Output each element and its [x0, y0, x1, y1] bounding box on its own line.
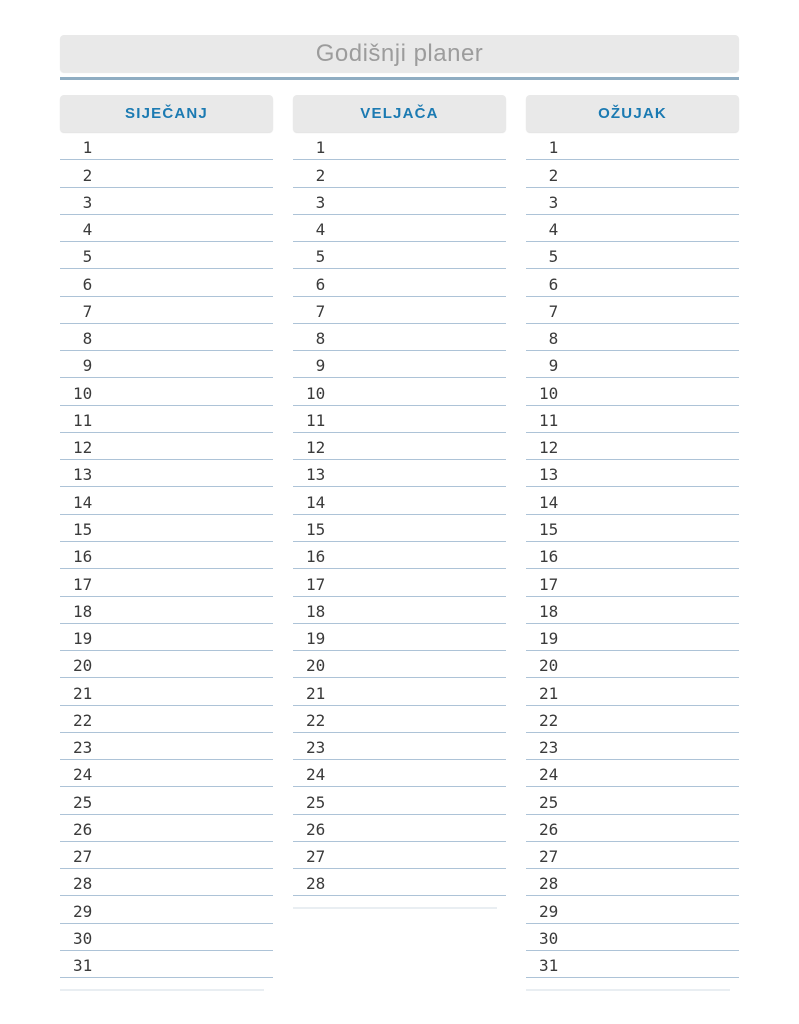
day-number-label: 1 [315, 138, 326, 158]
day-row[interactable] [293, 678, 506, 705]
day-row[interactable] [526, 324, 739, 351]
day-number-label: 24 [539, 765, 559, 785]
day-row[interactable] [526, 869, 739, 896]
day-row[interactable] [526, 842, 739, 869]
day-number-label: 17 [306, 574, 326, 594]
day-number-label: 23 [73, 738, 93, 758]
day-row[interactable] [60, 188, 273, 215]
day-row[interactable] [293, 597, 506, 624]
day-row[interactable] [60, 569, 273, 596]
day-number-label: 22 [73, 710, 93, 730]
month-column-2 [293, 95, 506, 991]
column-ghost-line [293, 907, 497, 909]
day-number-label: 27 [73, 847, 93, 867]
day-number-label: 15 [73, 519, 93, 539]
day-number-label: 14 [539, 492, 559, 512]
day-number-label: 11 [73, 410, 93, 430]
day-row[interactable] [526, 896, 739, 923]
day-number-label: 21 [73, 683, 93, 703]
day-row[interactable] [526, 487, 739, 514]
day-row[interactable] [60, 215, 273, 242]
day-row[interactable] [293, 706, 506, 733]
day-row[interactable] [60, 378, 273, 405]
day-row[interactable] [526, 542, 739, 569]
day-row[interactable] [60, 433, 273, 460]
day-number-label: 7 [315, 301, 326, 321]
day-row[interactable] [60, 760, 273, 787]
day-number-label: 2 [548, 165, 559, 185]
day-row[interactable] [60, 406, 273, 433]
day-row[interactable] [526, 460, 739, 487]
day-row[interactable] [293, 242, 506, 269]
day-number-label: 12 [73, 438, 93, 458]
day-number-label: 5 [548, 247, 559, 267]
day-number-label: 8 [548, 329, 559, 349]
day-row[interactable] [293, 433, 506, 460]
day-row[interactable] [526, 624, 739, 651]
day-row[interactable] [293, 324, 506, 351]
day-list [526, 133, 739, 991]
day-row[interactable] [526, 706, 739, 733]
day-row[interactable] [293, 842, 506, 869]
day-number-label: 28 [539, 874, 559, 894]
day-row[interactable] [526, 569, 739, 596]
day-number-label: 20 [73, 656, 93, 676]
day-number-label: 5 [315, 247, 326, 267]
day-row[interactable] [293, 569, 506, 596]
day-number-label: 16 [539, 547, 559, 567]
day-row[interactable] [60, 951, 273, 978]
day-row[interactable] [526, 215, 739, 242]
day-number-label: 22 [306, 710, 326, 730]
day-row[interactable] [526, 678, 739, 705]
day-number-label: 4 [82, 220, 93, 240]
day-number-label: 13 [539, 465, 559, 485]
day-list [293, 133, 506, 909]
column-ghost-line [526, 989, 730, 991]
day-row[interactable] [60, 133, 273, 160]
day-row[interactable] [293, 160, 506, 187]
day-number-label: 28 [306, 874, 326, 894]
day-row[interactable] [293, 215, 506, 242]
day-row[interactable] [293, 487, 506, 514]
day-row[interactable] [60, 678, 273, 705]
day-row[interactable] [293, 815, 506, 842]
day-row[interactable] [293, 733, 506, 760]
day-row[interactable] [293, 378, 506, 405]
day-number-label: 17 [73, 574, 93, 594]
day-row[interactable] [293, 624, 506, 651]
day-number-label: 3 [82, 192, 93, 212]
day-number-label: 19 [539, 629, 559, 649]
month-header [293, 95, 506, 132]
planner-title [60, 35, 739, 72]
day-row[interactable] [293, 869, 506, 896]
day-number-label: 10 [73, 383, 93, 403]
day-list [60, 133, 273, 991]
day-row[interactable] [293, 515, 506, 542]
day-number-label: 18 [539, 601, 559, 621]
day-number-label: 1 [548, 138, 559, 158]
day-row[interactable] [526, 133, 739, 160]
day-row[interactable] [526, 515, 739, 542]
day-number-label: 10 [539, 383, 559, 403]
day-number-label: 18 [306, 601, 326, 621]
day-number-label: 10 [306, 383, 326, 403]
day-row[interactable] [293, 406, 506, 433]
day-number-label: 25 [306, 792, 326, 812]
month-header-label: SIJEČANJ [125, 104, 208, 122]
day-number-label: 22 [539, 710, 559, 730]
day-row[interactable] [60, 924, 273, 951]
day-row[interactable] [293, 351, 506, 378]
day-number-label: 8 [82, 329, 93, 349]
day-row[interactable] [526, 433, 739, 460]
day-row[interactable] [293, 297, 506, 324]
day-row[interactable] [60, 869, 273, 896]
day-number-label: 29 [539, 901, 559, 921]
month-column-3 [526, 95, 739, 991]
header-divider [60, 77, 739, 80]
day-row[interactable] [526, 815, 739, 842]
day-number-label: 9 [82, 356, 93, 376]
day-row[interactable] [293, 542, 506, 569]
planner-title-label: Godišnji planer [315, 39, 484, 67]
day-row[interactable] [526, 160, 739, 187]
day-number-label: 9 [315, 356, 326, 376]
day-number-label: 24 [306, 765, 326, 785]
day-row[interactable] [526, 787, 739, 814]
day-number-label: 6 [548, 274, 559, 294]
day-row[interactable] [60, 815, 273, 842]
day-number-label: 29 [73, 901, 93, 921]
day-row[interactable] [60, 542, 273, 569]
day-row[interactable] [60, 706, 273, 733]
day-number-label: 9 [548, 356, 559, 376]
day-number-label: 16 [73, 547, 93, 567]
day-number-label: 21 [539, 683, 559, 703]
day-row[interactable] [526, 188, 739, 215]
day-number-label: 6 [315, 274, 326, 294]
day-number-label: 17 [539, 574, 559, 594]
day-row[interactable] [526, 297, 739, 324]
month-header [60, 95, 273, 132]
day-number-label: 27 [539, 847, 559, 867]
day-number-label: 5 [82, 247, 93, 267]
day-row[interactable] [60, 487, 273, 514]
day-row[interactable] [526, 242, 739, 269]
day-number-label: 24 [73, 765, 93, 785]
day-number-label: 13 [306, 465, 326, 485]
day-number-label: 16 [306, 547, 326, 567]
day-number-label: 19 [73, 629, 93, 649]
day-number-label: 2 [82, 165, 93, 185]
months-grid [60, 95, 739, 991]
day-number-label: 23 [306, 738, 326, 758]
month-header-label: OŽUJAK [598, 104, 667, 122]
day-number-label: 20 [306, 656, 326, 676]
day-number-label: 28 [73, 874, 93, 894]
day-row[interactable] [526, 924, 739, 951]
day-number-label: 25 [539, 792, 559, 812]
column-ghost-line [60, 989, 264, 991]
day-number-label: 18 [73, 601, 93, 621]
day-number-label: 15 [306, 519, 326, 539]
day-row[interactable] [526, 351, 739, 378]
day-number-label: 26 [73, 819, 93, 839]
day-row[interactable] [293, 269, 506, 296]
day-number-label: 30 [73, 928, 93, 948]
day-row[interactable] [526, 406, 739, 433]
month-header-label: VELJAČA [360, 104, 439, 122]
day-row[interactable] [60, 324, 273, 351]
day-row[interactable] [60, 515, 273, 542]
day-number-label: 25 [73, 792, 93, 812]
day-number-label: 7 [548, 301, 559, 321]
day-row[interactable] [60, 297, 273, 324]
day-number-label: 2 [315, 165, 326, 185]
day-number-label: 26 [539, 819, 559, 839]
planner-page [60, 0, 739, 991]
day-number-label: 8 [315, 329, 326, 349]
day-row[interactable] [60, 242, 273, 269]
day-number-label: 4 [315, 220, 326, 240]
day-number-label: 1 [82, 138, 93, 158]
day-number-label: 12 [306, 438, 326, 458]
day-row[interactable] [60, 269, 273, 296]
day-number-label: 27 [306, 847, 326, 867]
day-number-label: 20 [539, 656, 559, 676]
day-number-label: 7 [82, 301, 93, 321]
day-number-label: 26 [306, 819, 326, 839]
month-column-1 [60, 95, 273, 991]
day-number-label: 3 [548, 192, 559, 212]
day-number-label: 13 [73, 465, 93, 485]
day-row[interactable] [60, 651, 273, 678]
day-number-label: 14 [73, 492, 93, 512]
day-number-label: 30 [539, 928, 559, 948]
day-row[interactable] [60, 351, 273, 378]
day-row[interactable] [293, 188, 506, 215]
day-row[interactable] [60, 787, 273, 814]
day-row[interactable] [60, 624, 273, 651]
day-row[interactable] [60, 896, 273, 923]
day-row[interactable] [526, 269, 739, 296]
day-row[interactable] [60, 160, 273, 187]
day-number-label: 4 [548, 220, 559, 240]
day-row[interactable] [526, 951, 739, 978]
day-number-label: 15 [539, 519, 559, 539]
day-number-label: 3 [315, 192, 326, 212]
day-row[interactable] [293, 651, 506, 678]
day-row[interactable] [526, 597, 739, 624]
day-row[interactable] [293, 760, 506, 787]
month-header [526, 95, 739, 132]
day-row[interactable] [293, 133, 506, 160]
day-row[interactable] [526, 651, 739, 678]
day-number-label: 12 [539, 438, 559, 458]
day-row[interactable] [293, 787, 506, 814]
day-row[interactable] [526, 760, 739, 787]
day-row[interactable] [293, 460, 506, 487]
day-row[interactable] [60, 597, 273, 624]
day-row[interactable] [60, 733, 273, 760]
day-number-label: 14 [306, 492, 326, 512]
day-number-label: 19 [306, 629, 326, 649]
day-number-label: 11 [539, 410, 559, 430]
day-number-label: 23 [539, 738, 559, 758]
day-number-label: 31 [539, 956, 559, 976]
day-number-label: 6 [82, 274, 93, 294]
day-row[interactable] [60, 842, 273, 869]
day-number-label: 11 [306, 410, 326, 430]
day-row[interactable] [526, 733, 739, 760]
day-row[interactable] [526, 378, 739, 405]
day-number-label: 21 [306, 683, 326, 703]
day-number-label: 31 [73, 956, 93, 976]
day-row[interactable] [60, 460, 273, 487]
